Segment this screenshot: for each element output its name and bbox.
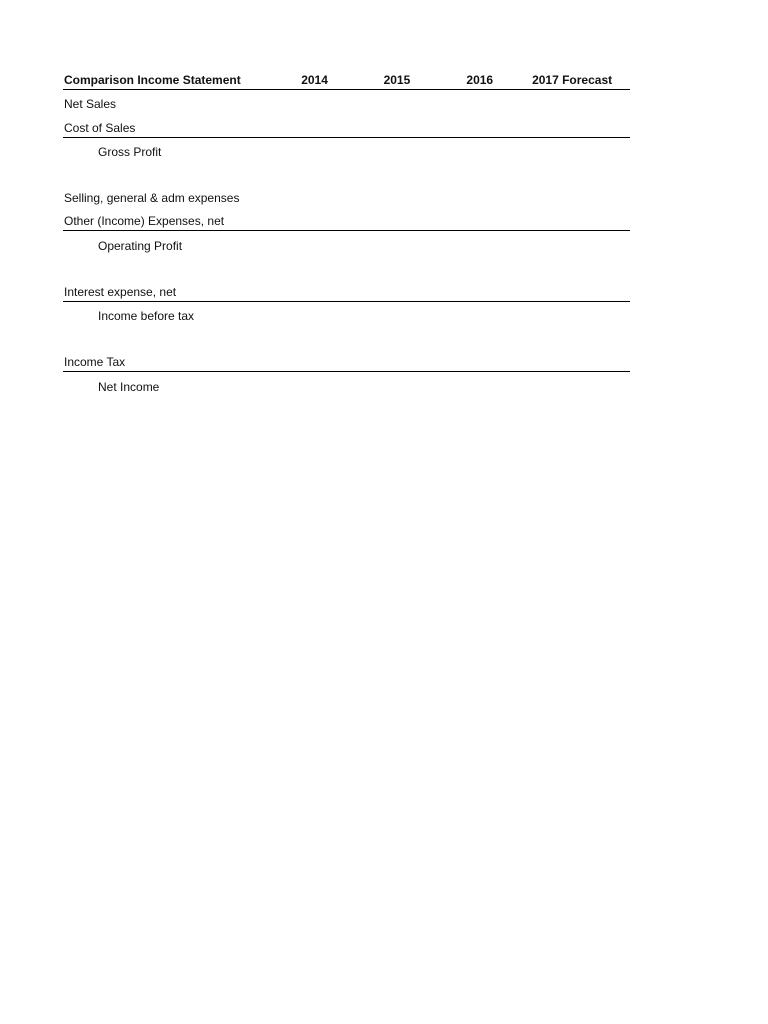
spacer-row xyxy=(63,161,630,184)
spacer-row xyxy=(63,255,630,278)
row-other-expenses xyxy=(63,207,630,231)
column-header-2016: 2016 xyxy=(466,73,494,88)
row-label: Other (Income) Expenses, net xyxy=(64,214,225,229)
income-statement-table xyxy=(63,66,630,396)
row-label: Net Sales xyxy=(64,97,117,112)
row-income-tax xyxy=(63,348,630,372)
table-title: Comparison Income Statement xyxy=(64,73,241,88)
row-net-sales xyxy=(63,90,630,113)
row-label: Operating Profit xyxy=(98,238,183,253)
row-label: Income Tax xyxy=(64,355,126,370)
row-operating-profit xyxy=(63,231,630,254)
row-label: Net Income xyxy=(98,379,160,394)
row-gross-profit xyxy=(63,138,630,161)
row-sga xyxy=(63,184,630,207)
column-header-2014: 2014 xyxy=(301,73,328,88)
row-label: Income before tax xyxy=(98,309,195,324)
column-header-2017-forecast: 2017 Forecast xyxy=(532,73,613,88)
row-label: Selling, general & adm expenses xyxy=(64,191,240,206)
row-label: Cost of Sales xyxy=(64,120,136,135)
row-net-income xyxy=(63,372,630,395)
spacer-row xyxy=(63,325,630,348)
header-row xyxy=(63,66,630,90)
row-income-before-tax xyxy=(63,302,630,325)
row-label: Gross Profit xyxy=(98,144,162,159)
row-interest-expense xyxy=(63,278,630,302)
row-cost-of-sales xyxy=(63,113,630,137)
column-header-2015: 2015 xyxy=(383,73,411,88)
row-label: Interest expense, net xyxy=(64,284,177,299)
